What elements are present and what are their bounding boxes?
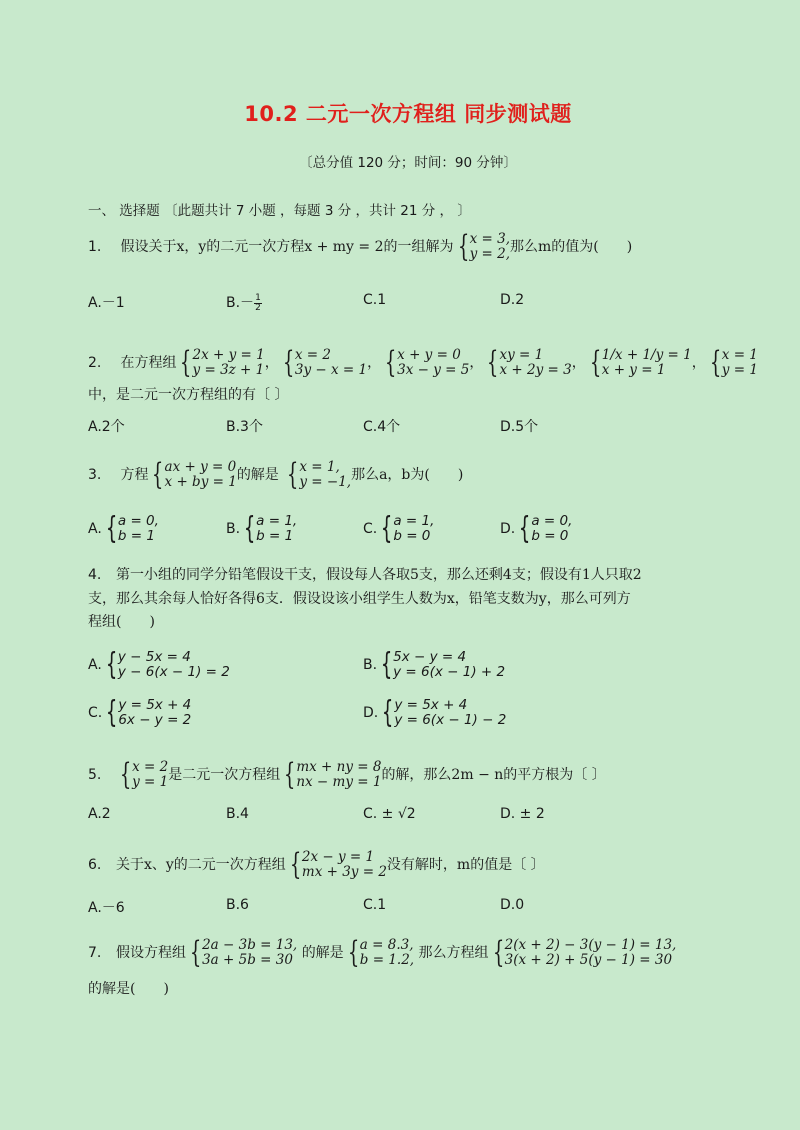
question-4-line-3: 程组( ) (88, 614, 155, 630)
page-title: 10.2 二元一次方程组 同步测试题 (244, 102, 572, 126)
option-d[interactable]: D. { y = 5x + 4 y = 6(x − 1) − 2 (363, 695, 507, 730)
option-d[interactable]: D.0 (500, 897, 525, 913)
question-text: 假设方程组 (116, 945, 186, 961)
option-c[interactable]: C. { a = 1, b = 0 (363, 511, 435, 546)
option-c[interactable]: C.1 (363, 292, 387, 308)
option-a[interactable]: A.－1 (88, 295, 125, 311)
option-d[interactable]: D. { a = 0, b = 0 (500, 511, 573, 546)
equation-system: { x = 2 y = 1 (119, 757, 169, 792)
equation-system: { 2a − 3b = 13, 3a + 5b = 30 (189, 935, 298, 970)
option-a[interactable]: A. { y − 5x = 4 y − 6(x − 1) = 2 (88, 647, 230, 682)
fraction: $\frac{1}{2}$ (255, 292, 261, 313)
equation-system: { x = 2 3y − x = 1 (282, 345, 368, 380)
question-2-line-2: 中，是二元一次方程组的有〔 〕 (88, 387, 289, 403)
equation-system: { a = 8.3, b = 1.2, (347, 935, 415, 970)
option-d[interactable]: D.2 (500, 292, 525, 308)
question-text: 的解是 (301, 945, 344, 961)
section-heading: 一、 选择题 〔此题共计 7 小题 ，每题 3 分 ，共计 21 分 ， 〕 (88, 203, 471, 219)
question-7-line-2: 的解是( ) (88, 981, 169, 997)
option-b[interactable]: B.6 (226, 897, 249, 913)
question-text: 关于x、y的二元一次方程组 (116, 857, 286, 873)
question-4-line-2: 支，那么其余每人恰好各得6支．假设设该小组学生人数为x，铅笔支数为y，那么可列方 (88, 591, 631, 607)
option-d[interactable]: D.5个 (500, 419, 539, 435)
question-text: 那么方程组 (418, 945, 489, 961)
question-text: 那么a，b为( ) (351, 467, 464, 483)
option-b[interactable]: B. { 5x − y = 4 y = 6(x − 1) + 2 (363, 647, 506, 682)
option-b[interactable]: B. { a = 1, b = 1 (226, 511, 298, 546)
question-text: 是二元一次方程组 (168, 767, 281, 783)
question-text: 方程 (120, 467, 149, 483)
option-c[interactable]: C.1 (363, 897, 387, 913)
option-d[interactable]: D. ± 2 (500, 806, 545, 822)
question-text: 没有解时，m的值是〔 〕 (386, 857, 545, 873)
option-b[interactable]: B.－ $\frac{1}{2}$ (226, 292, 261, 313)
equation-system: { 2(x + 2) − 3(y − 1) = 13, 3(x + 2) + 5(y − 1) = 30 (492, 935, 677, 970)
question-7 (88, 935, 677, 970)
option-c[interactable]: C.4个 (363, 419, 401, 435)
option-a[interactable]: A.2个 (88, 419, 125, 435)
equation-system: { 1/x + 1/y = 1 x + y = 1 (589, 345, 692, 380)
option-a[interactable]: A. { a = 0, b = 1 (88, 511, 159, 546)
question-3 (88, 457, 464, 492)
question-number: 5. (88, 767, 102, 783)
option-b[interactable]: B.3个 (226, 419, 263, 435)
question-1 (88, 229, 633, 264)
option-c[interactable]: C. ± √2 (363, 806, 416, 822)
question-4 (88, 564, 642, 586)
equation-system: { xy = 1 x + 2y = 3 (487, 345, 572, 380)
equation-system: { mx + ny = 8 nx − my = 1 (284, 757, 382, 792)
option-b[interactable]: B.4 (226, 806, 249, 822)
question-5 (88, 757, 606, 792)
equation-system: { ax + y = 0 x + by = 1 (152, 457, 237, 492)
question-number: 6. (88, 857, 102, 873)
page-subtitle: 〔总分值 120 分；时间：90 分钟〕 (299, 155, 517, 171)
question-text: 在方程组 (120, 355, 177, 371)
question-2: 2. 在方程组 { 2x + y = 1 y = 3z + 1 ， { x = 2 3y − x = 1 ， { x + y = 0 3x − y = 5 ， { xy = 1 x + 2y = 3 ， { 1/x + 1/y = 1 x + y = 1 ， { x = 1 y = 1 (88, 345, 758, 380)
equation-system: { 2x − y = 1 mx + 3y = 2 (289, 847, 387, 882)
question-6 (88, 847, 545, 882)
option-a[interactable]: A.2 (88, 806, 111, 822)
question-number: 7. (88, 945, 102, 961)
equation-system: { x = 1, y = −1, (287, 457, 352, 492)
equation-system: { x = 1 y = 1 (709, 345, 758, 380)
option-c[interactable]: C. { y = 5x + 4 6x − y = 2 (88, 695, 192, 730)
question-number: 2. (88, 355, 102, 371)
question-text: 的解，那么2m − n的平方根为〔 〕 (381, 767, 606, 783)
question-number: 1. (88, 239, 102, 255)
option-a[interactable]: A.－6 (88, 900, 125, 916)
question-text: 那么m的值为( ) (510, 239, 633, 255)
equation-system: { x + y = 0 3x − y = 5 (384, 345, 470, 380)
question-text: 的解是 (236, 467, 279, 483)
equation-system: { x = 3, y = 2, (457, 229, 511, 264)
equation-system: { 2x + y = 1 y = 3z + 1 (180, 345, 265, 380)
question-text: 假设关于x，y的二元一次方程x + my = 2的一组解为 (120, 239, 454, 255)
question-text: 第一小组的同学分铅笔假设干支，假设每人各取5支，那么还剩4支；假设有1人只取2 (116, 567, 642, 583)
question-number: 3. (88, 467, 102, 483)
question-number: 4. (88, 567, 102, 583)
